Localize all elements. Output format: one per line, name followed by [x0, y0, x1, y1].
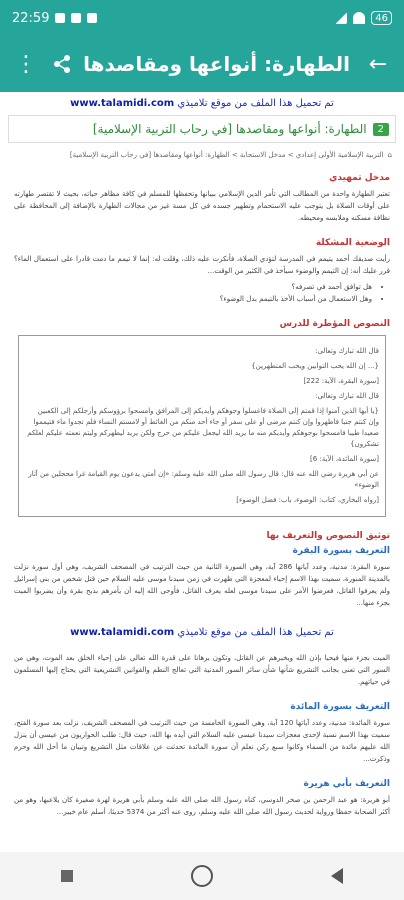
problem-paragraph: رأيت صديقك أحمد يتيمم في المدرسة لتؤدي الصلاة، فأنكرت عليه ذلك، وقلت له: إنما لا تيمم ما دمت قادرا على استعمال الماء؟ قرر عليك أنه: إن التيمم والوضوء سيأخذ في الكثير من الوقت... — [14, 255, 390, 275]
quote-line: قال الله تبارك وتعالى: — [315, 347, 379, 355]
battery-level: 46 — [375, 12, 388, 24]
intro-section — [14, 173, 390, 224]
recents-button[interactable] — [52, 861, 82, 891]
battery-icon — [371, 11, 392, 25]
quote-line: [سورة المائدة، الآية: 6] — [310, 455, 379, 463]
abu-hurayra-paragraph: أبو هريرة: هو عبد الرحمن بن صخر الدوسي، كناه رسول الله صلى الله عليه وسلم بأبي هريرة لهرة صغيرة كان يلاعبها، وهو من أكثر الصحابة حفظا ورواية لحديث رسول الله صلى الله عليه وسلم، روى عنه أكثر من 5374 حديثا، أسلم عام خيبر... — [14, 796, 390, 816]
app-title: الطهارة: أنواعها ومقاصدها — [83, 52, 350, 76]
share-icon-svg — [52, 54, 72, 74]
intro-paragraph: تعتبر الطهارة واحدة من المطالب التي تأمر الدين الإسلامي ببيانها وتحفظها للمسلم في كافة مظاهر حياته، بحيث لا تقتصر طهارته على أوقات الصلاة بل يتوجب عليه الاستحمام وتطهير جسده في كل مسة غير من مجالات الطهارة بالإضافة إلى المحافظة على نظافة مسكنه وملابسه ومحيطه. — [14, 190, 390, 222]
trash-icon — [87, 13, 97, 23]
wifi-icon — [353, 12, 365, 24]
more-vert-icon[interactable]: ⋮ — [15, 51, 37, 77]
abu-hurayra-section — [14, 779, 390, 818]
square-icon — [61, 870, 73, 882]
breadcrumb — [12, 151, 392, 159]
lesson-number: 2 — [373, 123, 389, 136]
breadcrumb-text[interactable]: التربية الإسلامية الأولى إعدادي > مدخل الاستجابة > الطهارة: أنواعها ومقاصدها [في رحاب التربية الإسلامية] — [69, 151, 384, 159]
lesson-title: الطهارة: أنواعها ومقاصدها [في رحاب التربية الإسلامية] — [92, 122, 367, 136]
list-item: • وهل الاستعمال من أسباب الأخذ بالتيمم بدل الوضوء؟ — [14, 293, 372, 305]
lesson-header — [8, 115, 396, 143]
questions-list — [14, 281, 372, 305]
problem-title: الوضعية المشكلة — [315, 238, 390, 248]
list-item: • هل توافق أحمد في تصرفه؟ — [14, 281, 372, 293]
triangle-back-icon — [331, 868, 343, 884]
sura-baqara-title: التعريف بسورة البقرة — [292, 546, 390, 556]
status-time: 22:59 — [12, 10, 50, 26]
sura-paragraph-2: الميت بجزء منها فيحيا بإذن الله ويخبرهم عن القاتل، وتكون برهانا على قدرة الله تعالى على إحياء الخلق بعد الموت، وهي من السور التي تعنى بجانب التشريع شأنها شأن سائر السور المدنية التي تعالج النظم والقوانين التشريعية التي يحتاج إليها المسلمون في حياتهم. — [14, 654, 390, 686]
texts-section — [14, 319, 390, 329]
download-text-2: تم تحميل هذا الملف من موقع تلاميذي — [177, 627, 334, 638]
app-bar — [0, 36, 404, 92]
notification-icon — [55, 13, 65, 23]
share-icon[interactable] — [44, 46, 80, 82]
back-button[interactable] — [322, 861, 352, 891]
sura-continued-section — [14, 652, 390, 688]
download-text: تم تحميل هذا الملف من موقع تلاميذي — [177, 98, 334, 109]
download-link-2[interactable] — [0, 627, 404, 638]
quote-box — [18, 335, 386, 517]
quote-line: {... إن الله يحب التوابين ويحب المتطهرين} — [251, 362, 379, 370]
download-icon — [71, 13, 81, 23]
system-nav-bar — [0, 852, 404, 900]
texts-title: النصوص المؤطرة للدرس — [279, 319, 390, 329]
circle-icon — [191, 865, 213, 887]
sura-baqara-paragraph: سورة البقرة: مدنية، وعدد آياتها 286 آية، وهي السورة الثانية من حيث الترتيب في المصحف الشريف، وهي أول سورة نزلت بالمدينة المنورة، سميت بهذا الاسم إحياء لمعجزة التي ظهرت في زمن سيدنا موسى عليه السلام حين قتل شخص من بني إسرائيل ولم يعرفوا القاتل، فعرضوا الأمر على سيدنا موسى لعله يعرف القاتل، فأوحى الله إليه أن يأمرهم بذبح بقرة وأن يضربوا الميت بجزء منها... — [14, 563, 391, 607]
home-button[interactable] — [187, 861, 217, 891]
quote-line: قال الله تبارك وتعالى: — [315, 392, 379, 400]
download-site[interactable]: www.talamidi.com — [70, 98, 175, 109]
download-link[interactable] — [0, 98, 404, 109]
arrow-left-icon[interactable]: ← — [368, 51, 388, 77]
signal-icon — [335, 12, 347, 24]
status-right — [335, 11, 392, 25]
sura-maida-title: التعريف بسورة المائدة — [290, 702, 390, 712]
quote-line: [رواه البخاري، كتاب: الوضوء، باب: فضل الوضوء] — [236, 496, 379, 504]
intro-title: مدخل تمهيدي — [329, 173, 390, 183]
quote-line: [سورة البقرة، الآية: 222] — [303, 377, 379, 385]
docs-title: توثيق النصوص والتعريف بها — [266, 531, 390, 541]
status-bar — [0, 0, 404, 36]
home-icon[interactable]: ⌂ — [387, 151, 392, 159]
quote-line: {يا أيها الذين آمنوا إذا قمتم إلى الصلاة فاغسلوا وجوهكم وأيديكم إلى المرافق وامسحوا برؤوسكم وأرجلكم إلى الكعبين وإن كنتم جنبا فاطهروا وإن كنتم مرضى أو على سفر أو جاء أحد منكم من الغائط أو لامستم النساء فلم تجدوا ماء فتيمموا صعيدا طيبا فامسحوا بوجوهكم وأيديكم منه ما يريد الله ليجعل عليكم من حرج ولكن يريد ليطهركم وليتم نعمته عليكم لعلكم تشكرون} — [27, 407, 379, 448]
download-site-2[interactable]: www.talamidi.com — [70, 627, 175, 638]
docs-section — [14, 531, 390, 609]
webview-content[interactable] — [0, 92, 404, 852]
status-left — [12, 11, 97, 26]
problem-section — [14, 238, 390, 305]
sura-maida-paragraph: سورة المائدة: مدنية، وعدد آياتها 120 آية، وهي السورة الخامسة من حيث الترتيب في المصحف الشريف، نزلت بعد سورة الفتح، سميت بهذا الاسم نسبة لإحدى معجزات سيدنا عيسى عليه السلام التي أيده بها الله، حيث قال: طلب الحواريون من عيسى أن ينزل الله عليهم مائدة من السماء وكانوا سبع ركن نعلم أن سورة المائدة تحدثت عن علاقات مثل التشريع وتبيان ما أحل الله وحرم وذكرت... — [14, 719, 390, 763]
quote-line: عن أبي هريرة رضي الله عنه قال: قال رسول الله صلى الله عليه وسلم: «إن أمتي يدعون يوم القيامة غرا محجلين من آثار الوضوء» — [28, 470, 379, 489]
maida-section — [14, 702, 390, 765]
abu-hurayra-title: التعريف بأبي هريرة — [303, 779, 390, 789]
